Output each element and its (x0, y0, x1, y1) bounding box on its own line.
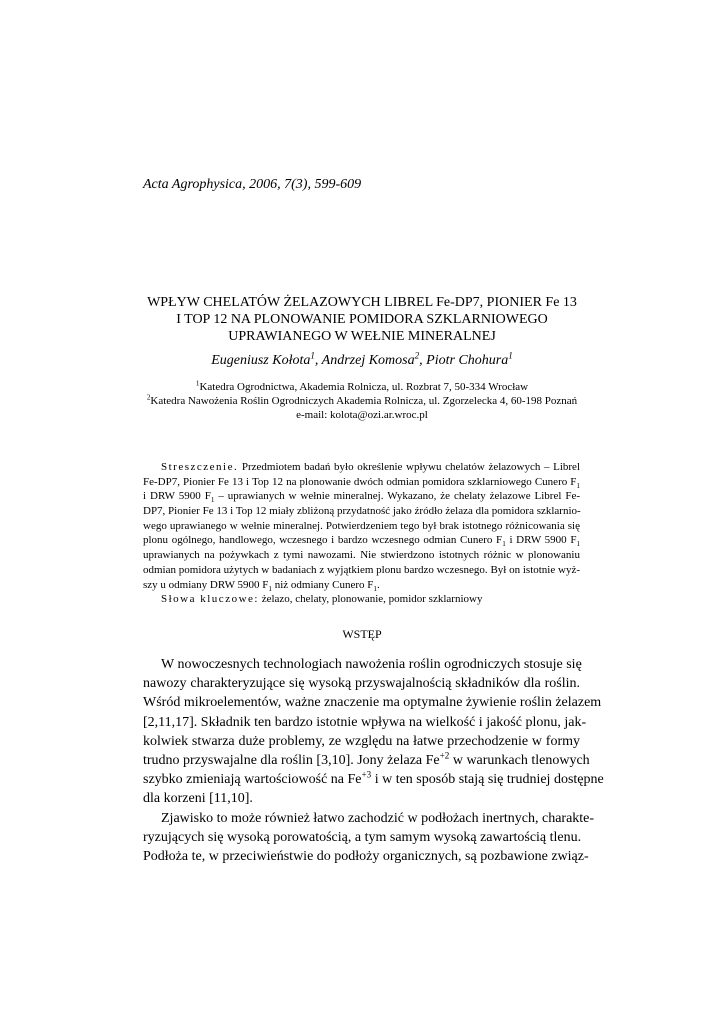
affiliations (0, 380, 724, 422)
author-affiliation-mark: 2 (414, 350, 420, 361)
body-line: szybko zmieniają wartościowość na $Fe^{+3}$ i w ten sposób stają się trudniej dostępne (143, 769, 604, 788)
email-line: e-mail: kolota@ozi.ar.wroc.pl (296, 409, 428, 421)
abstract-line: uprawianych na pożywkach z tymi nawozami. Nie stwierdzono istotnych różnic w plonowaniu (143, 549, 580, 562)
body-text (143, 655, 604, 866)
body-line: Wśród mikroelementów, ważne znaczenie ma optymalne żywienie roślin żelazem (143, 695, 602, 711)
author-name: Eugeniusz Kołota (211, 353, 311, 368)
abstract-line: DP7, Pionier Fe 13 i Top 12 miały zbliżoną przydatność jako źródło żelaza dla pomidora szklarnio- (143, 505, 581, 518)
paper-title (0, 294, 724, 345)
abstract-label: Streszczenie. (161, 461, 239, 473)
affiliation-line: $^1$Katedra Ogrodnictwa, Akademia Rolnicza, ul. Rozbrat 7, 50-334 Wrocław (195, 379, 529, 393)
abstract-line: wego uprawianego w wełnie mineralnej. Potwierdzeniem tego był brak istotnego różnicowania się (143, 519, 580, 532)
abstract-line: plonu ogólnego, handlowego, wczesnego i bardzo wczesnego odmian Cunero $F_1$ i DRW 5900 $F_1$ (143, 534, 581, 549)
affiliation-line: $^2$Katedra Nawożenia Roślin Ogrodniczych Akademia Rolnicza, ul. Zgorzelecka 4, 60-198 Poznań (146, 393, 578, 407)
body-line: nawozy charakteryzujące się wysoką przyswajalnością składników dla roślin. (143, 676, 580, 692)
keywords: żelazo, chelaty, plonowanie, pomidor szklarniowy (261, 593, 483, 606)
body-line: trudno przyswajalne dla roślin [3,10]. Jony żelaza $Fe^{+2}$ w warunkach tlenowych (143, 750, 590, 768)
keywords-label: Słowa kluczowe: (161, 593, 259, 606)
abstract-line: Fe-DP7, Pionier Fe 13 i Top 12 na plonowanie dwóch odmian pomidora szklarniowego Cunero $F_1$ (143, 475, 580, 490)
author-affiliation-mark: 1 (310, 350, 315, 361)
author-name: Andrzej Komosa (321, 353, 415, 368)
abstract-line: Streszczenie. Przedmiotem badań było określenie wpływu chelatów żelazowych – Librel (161, 461, 580, 473)
title-line: I TOP 12 NA PLONOWANIE POMIDORA SZKLARNIOWEGO (176, 312, 548, 327)
body-line: ryzujących się wysoką porowatością, a tym samym wysoką zawartością tlenu. (143, 829, 582, 845)
body-line: dla korzeni [11,10]. (143, 791, 253, 807)
authors: Eugeniusz Kołota$^1$, Andrzej Komosa$^2$, Piotr Chohura$^1$ (211, 350, 513, 368)
author-name: Piotr Chohura (426, 353, 509, 368)
title-line: WPŁYW CHELATÓW ŻELAZOWYCH LIBREL Fe-DP7, PIONIER Fe 13 (147, 295, 577, 310)
body-line: W nowoczesnych technologiach nawożenia roślin ogrodniczych stosuje się (161, 657, 582, 672)
body-line: Zjawisko to może również łatwo zachodzić w podłożach inertnych, charakte- (161, 810, 595, 826)
abstract-line: i DRW 5900 $F_1$ – uprawianych w wełnie mineralnej. Wykazano, że chelaty żelazowe Librel Fe- (143, 490, 580, 505)
body-line: kolwiek stwarza duże problemy, ze względu na łatwe przechodzenie w formy (143, 733, 580, 749)
keywords-line (143, 592, 580, 607)
abstract-line: odmian pomidora użytych w badaniach z wyjątkiem plonu bardzo wczesnego. Był on istotnie wyż- (143, 563, 580, 576)
abstract-line: szy u odmiany DRW 5900 $F_1$ niż odmiany Cunero $F_1$. (143, 578, 380, 593)
journal-citation: Acta Agrophysica, 2006, 7(3), 599-609 (143, 177, 362, 192)
section-heading: WSTĘP (342, 627, 382, 641)
title-line: UPRAWIANEGO W WEŁNIE MINERALNEJ (228, 329, 496, 344)
author-affiliation-mark: 1 (508, 350, 513, 361)
body-line: Podłoża te, w przeciwieństwie do podłoży organicznych, są pozbawione związ- (143, 848, 589, 864)
abstract (143, 460, 580, 607)
body-line: [2,11,17]. Składnik ten bardzo istotnie wpływa na wielkość i jakość plonu, jak- (143, 714, 587, 730)
